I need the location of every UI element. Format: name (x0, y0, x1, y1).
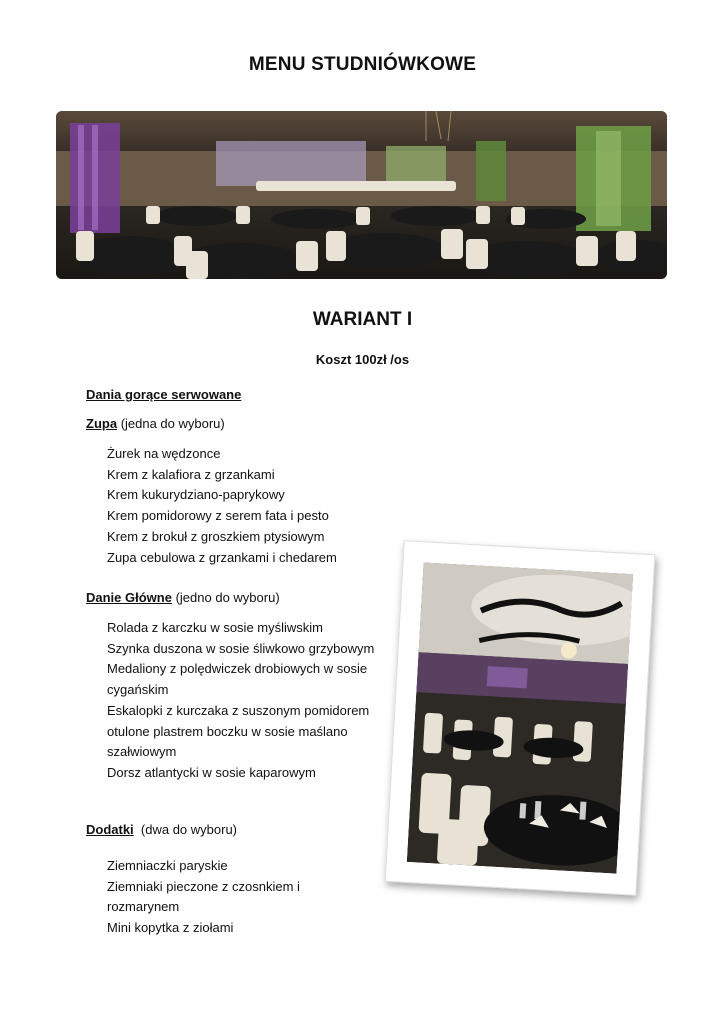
list-item: Krem z kalafiora z grzankami (107, 466, 275, 482)
list-item: Rolada z karczku w sosie myśliwskim (107, 620, 323, 635)
main-dish-heading (86, 590, 280, 605)
sides-heading (86, 822, 237, 837)
soup-label: Zupa (86, 416, 118, 431)
soup-heading (86, 416, 225, 431)
list-item: Żurek na wędzonce (107, 446, 221, 461)
sides-note: (dwa do wyboru) (140, 822, 238, 837)
list-item: Ziemniaki pieczone z czosnkiem i rozmarynem (107, 878, 300, 915)
main-dish-label: Danie Główne (86, 590, 172, 605)
list-item: Mini kopytka z ziołami (107, 920, 234, 936)
list-item: Dorsz atlantycki w sosie kaparowym (107, 764, 316, 780)
list-item: Krem pomidorowy z serem fata i pesto (107, 508, 329, 524)
list-item: Krem kukurydziano-paprykowy (107, 487, 285, 503)
hot-dishes-heading (86, 387, 241, 402)
banquet-table-photo (407, 562, 633, 873)
sides-list (107, 856, 339, 939)
list-item: Ziemniaczki paryskie (107, 858, 228, 873)
list-item: Zupa cebulowa z grzankami i chedarem (107, 549, 337, 565)
main-dish-list (107, 618, 379, 784)
sides-label: Dodatki (86, 822, 134, 837)
list-item: Medaliony z polędwiczek drobiowych w sosie cygańskim (107, 661, 368, 698)
page-title: MENU STUDNIÓWKOWE (248, 54, 477, 75)
banquet-table-photo-frame (385, 540, 656, 896)
soup-list (107, 444, 387, 568)
list-item: Szynka duszona w sosie śliwkowo grzybowym (107, 640, 375, 656)
main-dish-note: (jedno do wyboru) (175, 590, 280, 605)
variant-title: WARIANT I (312, 309, 413, 330)
soup-note: (jedna do wyboru) (120, 416, 225, 431)
list-item: Krem z brokuł z groszkiem ptysiowym (107, 528, 325, 544)
price-per-person: Koszt 100zł /os (315, 352, 410, 367)
banquet-hall-banner-image (56, 111, 667, 279)
hot-dishes-label: Dania gorące serwowane (86, 387, 242, 402)
list-item: Eskalopki z kurczaka z suszonym pomidorem otulone plastrem boczku w sosie maślano szałwiowym (107, 702, 370, 760)
